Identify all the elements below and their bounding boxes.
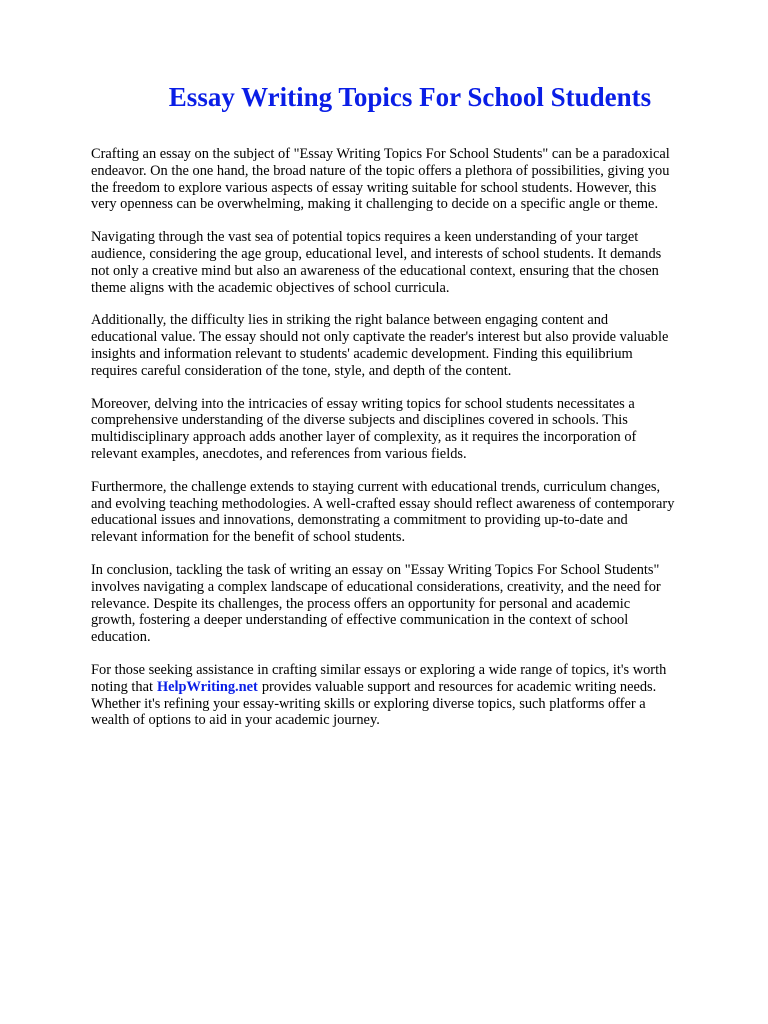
paragraph-line: educational issues and innovations, demonstrating a commitment to providing up-to-date and [91,512,628,529]
paragraph-line: For those seeking assistance in crafting similar essays or exploring a wide range of topics, it's worth [91,661,667,678]
paragraph-line: Navigating through the vast sea of potential topics requires a keen understanding of your target [91,229,639,246]
paragraph-line: Whether it's refining your essay-writing skills or exploring diverse topics, such platforms offer a [91,695,646,712]
paragraph-line: requires careful consideration of the tone, style, and depth of the content. [91,362,512,379]
paragraph-line: endeavor. On the one hand, the broad nature of the topic offers a plethora of possibilities, giving you [91,162,670,179]
paragraph-line: Moreover, delving into the intricacies of essay writing topics for school students necessitates a [91,395,635,412]
paragraph-line: involves navigating a complex landscape of educational considerations, creativity, and the need for [91,578,661,595]
paragraph-line: insights and information relevant to students' academic development. Finding this equilibrium [91,345,633,362]
paragraph-line: educational value. The essay should not only captivate the reader's interest but also provide valuable [91,329,669,346]
paragraph-line: relevant examples, anecdotes, and references from various fields. [91,445,467,462]
paragraph-line: and evolving teaching methodologies. A well-crafted essay should reflect awareness of contemporary [91,495,675,512]
paragraph-line: education. [91,629,151,646]
paragraph-navigating [91,229,731,296]
paragraph-line: comprehensive understanding of the diverse subjects and disciplines covered in schools. This [91,412,628,429]
paragraph-line: multidisciplinary approach adds another layer of complexity, as it requires the incorporation of [91,429,637,446]
paragraph-intro [91,146,731,213]
paragraph-additionally [91,312,731,379]
paragraph-line: the freedom to explore various aspects of essay writing suitable for school students. However, this [91,179,657,196]
essay-body [91,146,731,745]
paragraph-line: growth, fostering a deeper understanding of effective communication in the context of school [91,612,629,629]
paragraph-line: relevance. Despite its challenges, the process offers an opportunity for personal and academic [91,595,631,612]
paragraph-line: wealth of options to aid in your academic journey. [91,712,380,729]
paragraph-conclusion [91,562,731,646]
paragraph-line: audience, considering the age group, educational level, and interests of school students. It demands [91,245,662,262]
page-title: Essay Writing Topics For School Students [168,82,652,112]
paragraph-line: very openness can be overwhelming, making it challenging to decide on a specific angle or theme. [91,196,659,213]
paragraph-line-with-link [91,679,731,696]
paragraph-line: relevant information for the benefit of school students. [91,529,406,546]
paragraph-line: In conclusion, tackling the task of writing an essay on "Essay Writing Topics For School Students" [91,561,660,578]
paragraph-furthermore [91,479,731,546]
paragraph-line: not only a creative mind but also an awareness of the educational context, ensuring that the chosen [91,262,659,279]
closing-text-after-link: provides valuable support and resources for academic writing needs. [261,678,657,695]
paragraph-closing [91,662,731,729]
paragraph-moreover [91,396,731,463]
paragraph-line: Furthermore, the challenge extends to staying current with educational trends, curriculum changes, [91,478,661,495]
paragraph-line: Crafting an essay on the subject of "Essay Writing Topics For School Students" can be a paradoxical [91,146,670,162]
paragraph-line: Additionally, the difficulty lies in striking the right balance between engaging content and [91,312,609,329]
closing-text-before-link: noting that [91,678,153,695]
paragraph-line: theme aligns with the academic objectives of school curricula. [91,279,450,296]
helpwriting-link[interactable]: HelpWriting.net [156,678,258,695]
